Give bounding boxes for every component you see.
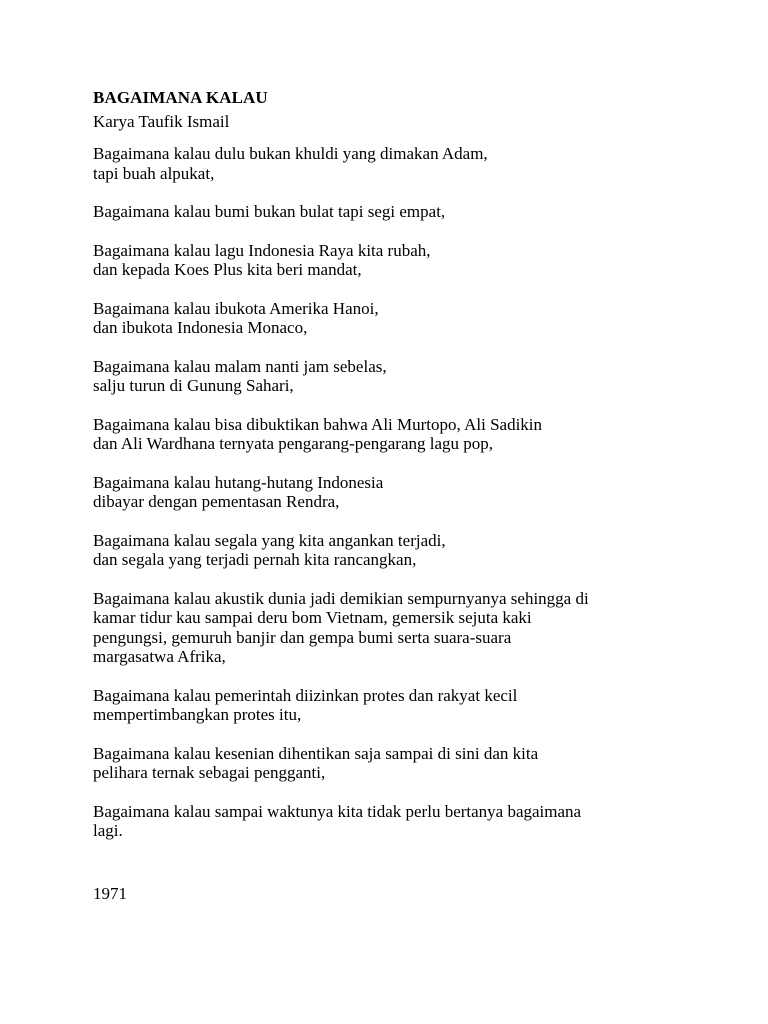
poem-line: Bagaimana kalau dulu bukan khuldi yang dimakan Adam,: [93, 144, 488, 163]
poem-line: Bagaimana kalau pemerintah diizinkan protes dan rakyat kecil: [93, 685, 518, 705]
poem-page: [93, 87, 733, 860]
poem-line: Bagaimana kalau sampai waktunya kita tidak perlu bertanya bagaimana: [93, 801, 582, 821]
poem-line: kamar tidur kau sampai deru bom Vietnam, gemersik sejuta kaki: [93, 608, 532, 627]
poem-stanza: [93, 589, 733, 667]
poem-stanza: [93, 531, 733, 570]
poem-line: tapi buah alpukat,: [93, 163, 215, 183]
poem-line: lagi.: [93, 821, 123, 840]
poem-line: dan kepada Koes Plus kita beri mandat,: [93, 260, 362, 279]
poem-line: salju turun di Gunung Sahari,: [93, 376, 294, 395]
poem-line: dan Ali Wardhana ternyata pengarang-pengarang lagu pop,: [93, 434, 494, 453]
poem-stanza: [93, 473, 733, 512]
poem-stanza: [93, 202, 733, 222]
poem-stanzas: [93, 144, 733, 841]
poem-line: dibayar dengan pementasan Rendra,: [93, 492, 340, 511]
poem-line: mempertimbangkan protes itu,: [93, 705, 302, 724]
poem-stanza: [93, 299, 733, 338]
poem-line: Bagaimana kalau bisa dibuktikan bahwa Ali Murtopo, Ali Sadikin: [93, 414, 543, 434]
poem-stanza: [93, 144, 733, 183]
poem-line: dan segala yang terjadi pernah kita rancangkan,: [93, 550, 417, 569]
poem-stanza: [93, 802, 733, 841]
poem-stanza: [93, 686, 733, 725]
poem-line: Bagaimana kalau akustik dunia jadi demikian sempurnyanya sehingga di: [93, 588, 589, 608]
poem-line: Bagaimana kalau ibukota Amerika Hanoi,: [93, 298, 379, 318]
poem-line: dan ibukota Indonesia Monaco,: [93, 318, 308, 337]
poem-line: Bagaimana kalau bumi bukan bulat tapi segi empat,: [93, 202, 446, 221]
poem-line: Bagaimana kalau segala yang kita angankan terjadi,: [93, 530, 446, 550]
poem-line: Bagaimana kalau kesenian dihentikan saja sampai di sini dan kita: [93, 743, 539, 763]
poem-line: Bagaimana kalau lagu Indonesia Raya kita rubah,: [93, 240, 431, 260]
poem-author: Karya Taufik Ismail: [93, 112, 230, 131]
poem-line: pelihara ternak sebagai pengganti,: [93, 763, 326, 782]
poem-line: Bagaimana kalau hutang-hutang Indonesia: [93, 472, 384, 492]
poem-stanza: [93, 241, 733, 280]
poem-year: 1971: [93, 884, 127, 903]
poem-line: Bagaimana kalau malam nanti jam sebelas,: [93, 356, 387, 376]
poem-stanza: [93, 415, 733, 454]
poem-stanza: [93, 357, 733, 396]
poem-line: margasatwa Afrika,: [93, 647, 226, 666]
poem-line: pengungsi, gemuruh banjir dan gempa bumi serta suara-suara: [93, 627, 512, 647]
poem-stanza: [93, 744, 733, 783]
poem-title: BAGAIMANA KALAU: [93, 88, 268, 107]
